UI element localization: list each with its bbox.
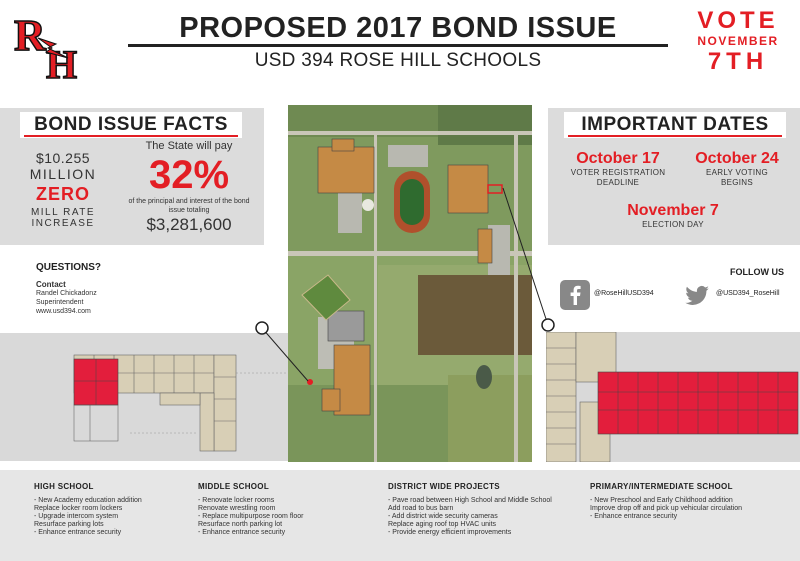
svg-text:H: H bbox=[46, 42, 78, 80]
column-heading: HIGH SCHOOL bbox=[34, 482, 94, 491]
project-item: - Replace multipurpose room floor bbox=[198, 513, 304, 520]
twitter-handle: @USD394_RoseHill bbox=[716, 290, 780, 297]
date-value: October 17 bbox=[576, 150, 660, 167]
projects-bar bbox=[0, 470, 800, 561]
date-label: EARLY VOTING bbox=[706, 168, 768, 177]
follow-us-heading: FOLLOW US bbox=[730, 267, 784, 277]
date-value: November 7 bbox=[627, 202, 719, 219]
bond-amount: $10.255 bbox=[35, 150, 91, 166]
project-item: - Provide energy efficient improvements bbox=[388, 529, 512, 536]
project-item: - New Academy education addition bbox=[34, 497, 142, 504]
state-pay-text: The State will pay bbox=[145, 140, 233, 152]
mill-rate-label: MILL RATE bbox=[30, 207, 96, 218]
important-dates-heading: IMPORTANT DATES bbox=[564, 112, 786, 138]
project-item: Replace locker room lockers bbox=[34, 505, 123, 512]
vote-month: NOVEMBER bbox=[697, 34, 779, 48]
facebook-handle: @RoseHillUSD394 bbox=[594, 290, 654, 297]
column-heading: DISTRICT WIDE PROJECTS bbox=[388, 482, 500, 491]
contact-website[interactable]: www.usd394.com bbox=[36, 308, 91, 315]
project-item: Replace aging roof top HVAC units bbox=[388, 521, 497, 528]
vote-day: 7TH bbox=[707, 48, 769, 75]
bond-facts-heading: BOND ISSUE FACTS bbox=[20, 112, 242, 138]
project-item: - Pave road between High School and Middle School bbox=[388, 497, 552, 504]
page-subtitle: USD 394 ROSE HILL SCHOOLS bbox=[254, 50, 542, 71]
contact-label: Contact bbox=[36, 280, 66, 289]
district-projects-column bbox=[388, 482, 552, 537]
project-item: Resurface parking lots bbox=[34, 521, 104, 528]
middle-school-column bbox=[198, 482, 303, 537]
project-item: - New Preschool and Early Childhood addition bbox=[590, 497, 733, 504]
column-heading: PRIMARY/INTERMEDIATE SCHOOL bbox=[590, 482, 733, 491]
high-school-column bbox=[34, 482, 142, 537]
svg-text:R: R bbox=[14, 11, 46, 60]
project-item: - Enhance entrance security bbox=[198, 529, 286, 536]
zero-label: ZERO bbox=[35, 184, 90, 204]
date-label: DEADLINE bbox=[596, 178, 640, 187]
vote-word: VOTE bbox=[697, 7, 779, 34]
project-item: - Renovate locker rooms bbox=[198, 497, 275, 504]
date-value: October 24 bbox=[695, 150, 779, 167]
project-item: - Enhance entrance security bbox=[590, 513, 678, 520]
contact-role: Superintendent bbox=[36, 299, 84, 306]
state-percent: 32% bbox=[148, 153, 230, 197]
principal-text: of the principal and interest of the bond issue totaling bbox=[128, 198, 250, 214]
project-item: - Enhance entrance security bbox=[34, 529, 122, 536]
date-label: ELECTION DAY bbox=[642, 220, 704, 229]
project-item: Improve drop off and pick up vehicular circulation bbox=[590, 505, 743, 512]
date-label: BEGINS bbox=[720, 178, 754, 187]
project-item: Resurface north parking lot bbox=[198, 521, 283, 528]
date-label: VOTER REGISTRATION bbox=[570, 168, 666, 177]
project-item: Add road to bus barn bbox=[388, 505, 454, 512]
column-heading: MIDDLE SCHOOL bbox=[198, 482, 270, 491]
bond-million: MILLION bbox=[29, 166, 97, 182]
contact-name: Randel Chickadonz bbox=[36, 290, 97, 297]
project-item: - Upgrade intercom system bbox=[34, 513, 119, 520]
project-item: - Add district wide security cameras bbox=[388, 513, 498, 520]
increase-label: INCREASE bbox=[31, 218, 95, 229]
state-total: $3,281,600 bbox=[146, 215, 232, 234]
page-title: PROPOSED 2017 BOND ISSUE bbox=[179, 12, 617, 44]
questions-heading: QUESTIONS? bbox=[36, 262, 102, 273]
primary-school-column bbox=[590, 482, 742, 521]
project-item: Renovate wrestling room bbox=[198, 505, 276, 512]
